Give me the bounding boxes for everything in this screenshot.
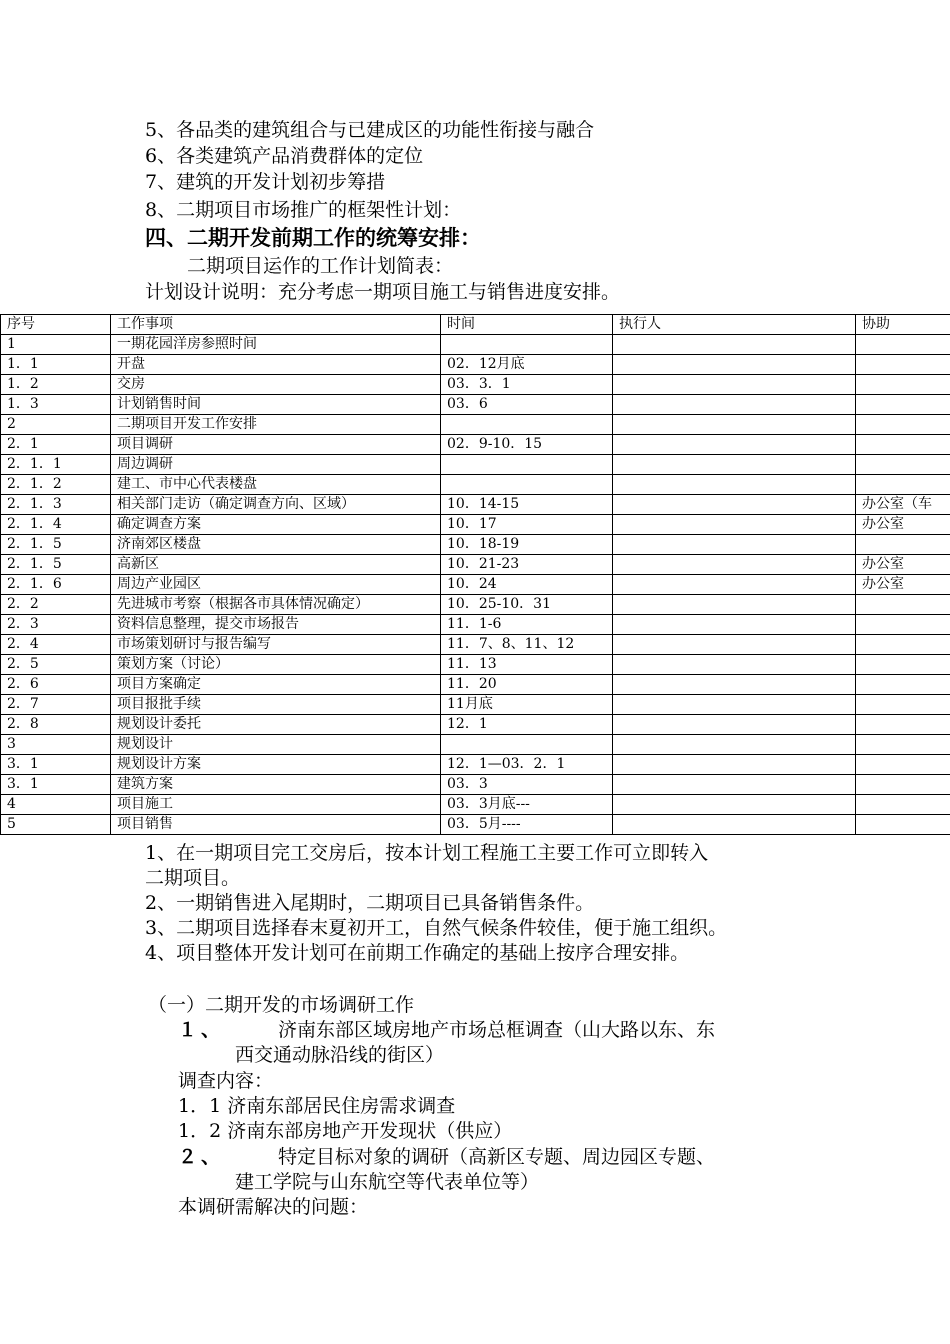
row-time-cell: 10．17 [441, 515, 613, 535]
row-assist-cell [856, 655, 950, 675]
research-problems-label: 本调研需解决的问题： [178, 1196, 369, 1218]
row-time-cell: 10．14-15 [441, 495, 613, 515]
row-assist-cell [856, 355, 950, 375]
row-executor-cell [613, 795, 856, 815]
row-executor-cell [613, 635, 856, 655]
row-time-cell: 03．3月底--- [441, 795, 613, 815]
table-row [1, 775, 950, 795]
work-plan-table [0, 314, 950, 835]
table-row [1, 695, 950, 715]
note-line: 二期项目。 [145, 867, 241, 889]
row-executor-cell [613, 775, 856, 795]
row-index-cell: 2．4 [1, 635, 111, 655]
row-assist-cell [856, 415, 950, 435]
row-assist-cell [856, 375, 950, 395]
row-assist-cell: 办公室 [856, 555, 950, 575]
row-index-cell: 4 [1, 795, 111, 815]
row-assist-cell [856, 435, 950, 455]
row-index-cell: 2 [1, 415, 111, 435]
row-assist-cell [856, 615, 950, 635]
row-executor-cell [613, 335, 856, 355]
row-executor-cell [613, 695, 856, 715]
row-index-cell: 1．1 [1, 355, 111, 375]
row-task-cell: 一期花园洋房参照时间 [111, 335, 441, 355]
plan-note: 计划设计说明：充分考虑一期项目施工与销售进度安排。 [145, 281, 621, 303]
row-assist-cell [856, 735, 950, 755]
row-time-cell: 10．18-19 [441, 535, 613, 555]
table-row [1, 795, 950, 815]
row-executor-cell [613, 615, 856, 635]
row-executor-cell [613, 475, 856, 495]
row-task-cell: 项目调研 [111, 435, 441, 455]
row-task-cell: 开盘 [111, 355, 441, 375]
row-time-cell: 11月底 [441, 695, 613, 715]
row-task-cell: 二期项目开发工作安排 [111, 415, 441, 435]
row-time-cell: 10．21-23 [441, 555, 613, 575]
table-row [1, 375, 950, 395]
intro-item: 6、各类建筑产品消费群体的定位 [145, 145, 424, 167]
note-line: 2、一期销售进入尾期时，二期项目已具备销售条件。 [145, 892, 595, 914]
table-row [1, 595, 950, 615]
row-task-cell: 规划设计方案 [111, 755, 441, 775]
row-assist-cell [856, 755, 950, 775]
row-assist-cell: 办公室 [856, 515, 950, 535]
row-task-cell: 计划销售时间 [111, 395, 441, 415]
row-time-cell: 02．9-10．15 [441, 435, 613, 455]
table-header-row [1, 315, 950, 335]
header-cell-assist: 协助 [856, 315, 950, 335]
research-item-1-continuation: 西交通动脉沿线的街区） [235, 1044, 445, 1066]
row-assist-cell [856, 815, 950, 835]
row-task-cell: 周边调研 [111, 455, 441, 475]
row-index-cell: 2．1 [1, 435, 111, 455]
row-task-cell: 高新区 [111, 555, 441, 575]
table-row [1, 475, 950, 495]
row-index-cell: 1．2 [1, 375, 111, 395]
table-row [1, 335, 950, 355]
row-index-cell: 3 [1, 735, 111, 755]
row-executor-cell [613, 735, 856, 755]
row-index-cell: 5 [1, 815, 111, 835]
note-line: 3、二期项目选择春末夏初开工，自然气候条件较佳，便于施工组织。 [145, 917, 728, 939]
row-time-cell: 11．20 [441, 675, 613, 695]
row-task-cell: 先进城市考察（根据各市具体情况确定） [111, 595, 441, 615]
row-executor-cell [613, 355, 856, 375]
row-task-cell: 策划方案（讨论） [111, 655, 441, 675]
row-assist-cell [856, 675, 950, 695]
table-row [1, 395, 950, 415]
row-index-cell: 3．1 [1, 775, 111, 795]
row-executor-cell [613, 455, 856, 475]
research-content-label: 调查内容： [178, 1070, 274, 1092]
row-task-cell: 项目报批手续 [111, 695, 441, 715]
research-item-1-number: １、 [178, 1019, 225, 1041]
table-row [1, 535, 950, 555]
intro-item: 5、各品类的建筑组合与已建成区的功能性衔接与融合 [145, 119, 595, 141]
row-task-cell: 资料信息整理，提交市场报告 [111, 615, 441, 635]
row-time-cell [441, 455, 613, 475]
row-executor-cell [613, 515, 856, 535]
row-index-cell: 2．1．1 [1, 455, 111, 475]
row-executor-cell [613, 555, 856, 575]
table-row [1, 735, 950, 755]
table-row [1, 815, 950, 835]
row-executor-cell [613, 715, 856, 735]
row-time-cell: 03．6 [441, 395, 613, 415]
row-executor-cell [613, 655, 856, 675]
row-assist-cell [856, 775, 950, 795]
row-assist-cell [856, 695, 950, 715]
row-time-cell: 03．5月---- [441, 815, 613, 835]
row-index-cell: 2．7 [1, 695, 111, 715]
research-item-2-continuation: 建工学院与山东航空等代表单位等） [235, 1171, 540, 1193]
row-assist-cell [856, 335, 950, 355]
row-task-cell: 济南郊区楼盘 [111, 535, 441, 555]
research-sub-item: 1．1 济南东部居民住房需求调查 [178, 1095, 456, 1117]
row-executor-cell [613, 435, 856, 455]
table-caption: 二期项目运作的工作计划简表： [187, 255, 454, 277]
row-executor-cell [613, 495, 856, 515]
table-row [1, 455, 950, 475]
row-time-cell: 11．7、8、11、12 [441, 635, 613, 655]
table-row [1, 495, 950, 515]
row-assist-cell [856, 535, 950, 555]
table-row [1, 635, 950, 655]
row-index-cell: 2．1．5 [1, 555, 111, 575]
table-row [1, 515, 950, 535]
row-task-cell: 确定调查方案 [111, 515, 441, 535]
row-task-cell: 规划设计委托 [111, 715, 441, 735]
row-task-cell: 项目施工 [111, 795, 441, 815]
row-index-cell: 3．1 [1, 755, 111, 775]
row-assist-cell: 办公室（车 [856, 495, 950, 515]
row-time-cell: 11．13 [441, 655, 613, 675]
row-task-cell: 项目方案确定 [111, 675, 441, 695]
row-index-cell: 2．6 [1, 675, 111, 695]
table-row [1, 715, 950, 735]
note-line: 4、项目整体开发计划可在前期工作确定的基础上按序合理安排。 [145, 942, 690, 964]
row-time-cell: 12．1—03．2．1 [441, 755, 613, 775]
row-time-cell: 02．12月底 [441, 355, 613, 375]
row-time-cell: 11．1-6 [441, 615, 613, 635]
row-assist-cell: 办公室 [856, 575, 950, 595]
row-executor-cell [613, 755, 856, 775]
research-item-1-text: 济南东部区域房地产市场总框调查（山大路以东、东 [278, 1019, 716, 1041]
row-index-cell: 1 [1, 335, 111, 355]
note-line: 1、在一期项目完工交房后，按本计划工程施工主要工作可立即转入 [145, 842, 709, 864]
row-index-cell: 2．1．4 [1, 515, 111, 535]
row-task-cell: 市场策划研讨与报告编写 [111, 635, 441, 655]
research-item-2 [178, 1145, 715, 1169]
table-row [1, 655, 950, 675]
section-heading: 四、二期开发前期工作的统筹安排： [145, 226, 481, 250]
row-executor-cell [613, 415, 856, 435]
row-task-cell: 项目销售 [111, 815, 441, 835]
row-executor-cell [613, 595, 856, 615]
row-executor-cell [613, 375, 856, 395]
row-time-cell [441, 475, 613, 495]
row-index-cell: 1．3 [1, 395, 111, 415]
row-task-cell: 规划设计 [111, 735, 441, 755]
row-time-cell: 10．24 [441, 575, 613, 595]
row-time-cell: 10．25-10．31 [441, 595, 613, 615]
row-index-cell: 2．1．2 [1, 475, 111, 495]
row-index-cell: 2．3 [1, 615, 111, 635]
table-row [1, 555, 950, 575]
row-executor-cell [613, 395, 856, 415]
row-task-cell: 建工、市中心代表楼盘 [111, 475, 441, 495]
header-cell-time: 时间 [441, 315, 613, 335]
header-cell-executor: 执行人 [613, 315, 856, 335]
row-time-cell: 12．1 [441, 715, 613, 735]
research-title: （一）二期开发的市场调研工作 [148, 994, 415, 1016]
row-index-cell: 2．1．6 [1, 575, 111, 595]
row-index-cell: 2．2 [1, 595, 111, 615]
row-time-cell [441, 735, 613, 755]
row-time-cell: 03．3 [441, 775, 613, 795]
row-assist-cell [856, 595, 950, 615]
row-task-cell: 建筑方案 [111, 775, 441, 795]
table-row [1, 415, 950, 435]
row-executor-cell [613, 675, 856, 695]
row-index-cell: 2．1．3 [1, 495, 111, 515]
table-row [1, 755, 950, 775]
research-item-2-text: 特定目标对象的调研（高新区专题、周边园区专题、 [278, 1146, 716, 1168]
row-index-cell: 2．8 [1, 715, 111, 735]
research-item-2-number: ２、 [178, 1146, 225, 1168]
row-index-cell: 2．1．5 [1, 535, 111, 555]
row-executor-cell [613, 815, 856, 835]
row-task-cell: 周边产业园区 [111, 575, 441, 595]
table-row [1, 615, 950, 635]
intro-item: 7、建筑的开发计划初步筹措 [145, 171, 386, 193]
research-sub-item: 1．2 济南东部房地产开发现状（供应） [178, 1120, 513, 1142]
table-row [1, 355, 950, 375]
row-index-cell: 2．5 [1, 655, 111, 675]
row-task-cell: 交房 [111, 375, 441, 395]
row-task-cell: 相关部门走访（确定调查方向、区域） [111, 495, 441, 515]
row-assist-cell [856, 475, 950, 495]
row-assist-cell [856, 635, 950, 655]
table-row [1, 575, 950, 595]
row-assist-cell [856, 795, 950, 815]
table-row [1, 435, 950, 455]
row-time-cell [441, 415, 613, 435]
row-executor-cell [613, 575, 856, 595]
table-row [1, 675, 950, 695]
row-assist-cell [856, 455, 950, 475]
row-time-cell: 03．3．1 [441, 375, 613, 395]
intro-item: 8、二期项目市场推广的框架性计划： [145, 199, 462, 221]
row-executor-cell [613, 535, 856, 555]
header-cell-index: 序号 [1, 315, 111, 335]
row-assist-cell [856, 715, 950, 735]
header-cell-task: 工作事项 [111, 315, 441, 335]
row-time-cell [441, 335, 613, 355]
research-item-1 [178, 1018, 715, 1042]
row-assist-cell [856, 395, 950, 415]
